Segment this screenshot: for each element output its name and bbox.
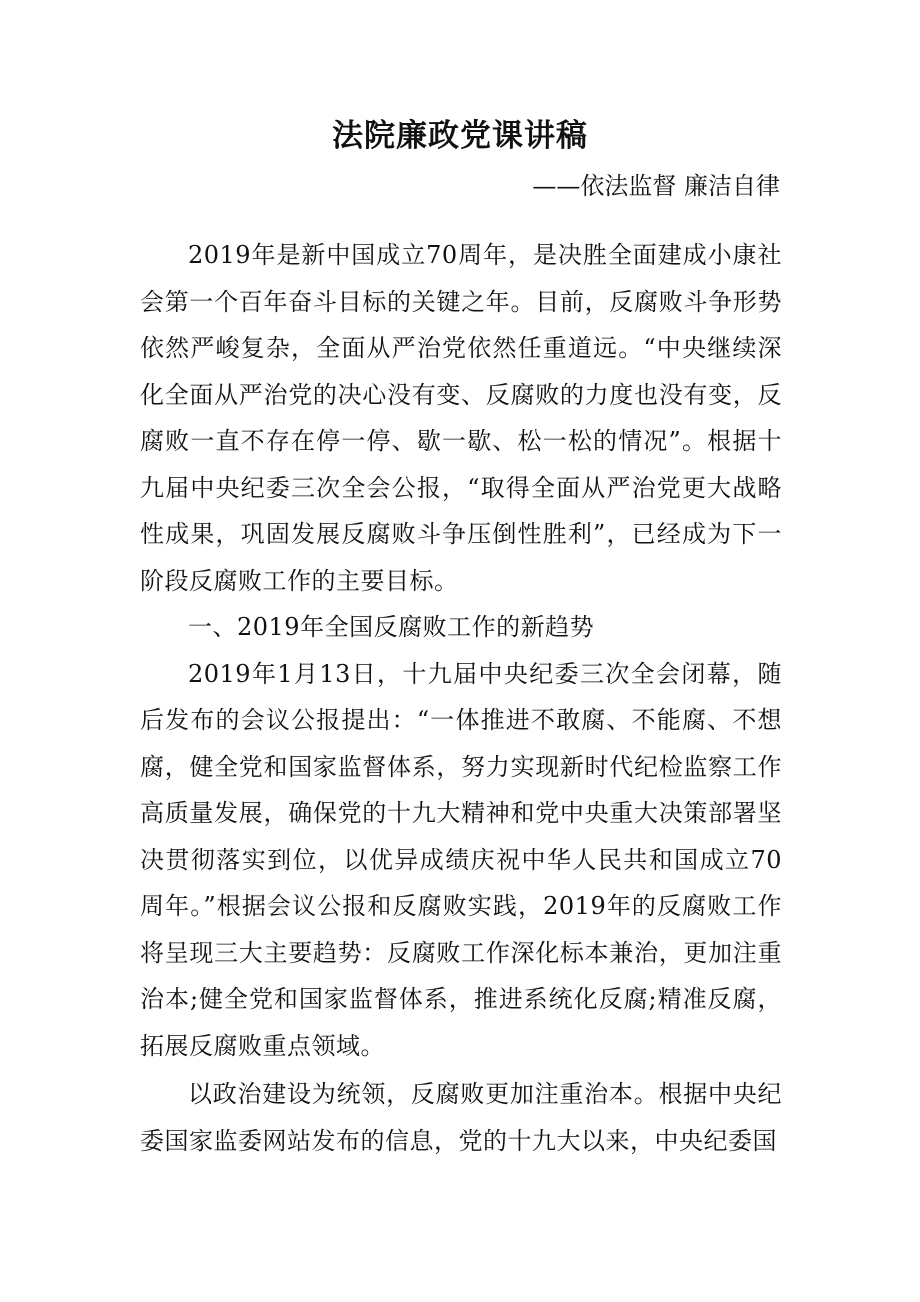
document-title: 法院廉政党课讲稿 <box>332 118 588 154</box>
paragraph-trends: 2019年1月13日，十九届中央纪委三次全会闭幕，随后发布的会议公报提出：“一体推进不敢腐、不能腐、不想腐，健全党和国家监督体系，努力实现新时代纪检监察工作高质量发展，确保党的十九大精神和党中央重大决策部署坚决贯彻落实到位，以优异成绩庆祝中华人民共和国成立70周年。”根据会议公报和反腐败实践，2019年的反腐败工作将呈现三大主要趋势：反腐败工作深化标本兼治，更加注重治本;健全党和国家监督体系，推进系统化反腐;精准反腐，拓展反腐败重点领域。 <box>140 659 782 1060</box>
document-body <box>140 232 782 1164</box>
document-subtitle: ——依法监督 廉洁自律 <box>532 172 780 200</box>
section-heading: 一、2019年全国反腐败工作的新趋势 <box>188 613 595 641</box>
paragraph-intro: 2019年是新中国成立70周年，是决胜全面建成小康社会第一个百年奋斗目标的关键之年。目前，反腐败斗争形势依然严峻复杂，全面从严治党依然任重道远。“中央继续深化全面从严治党的决心没有变、反腐败的力度也没有变，反腐败一直不存在停一停、歇一歇、松一松的情况”。根据十九届中央纪委三次全会公报，“取得全面从严治党更大战略性成果，巩固发展反腐败斗争压倒性胜利”，已经成为下一阶段反腐败工作的主要目标。 <box>140 241 782 595</box>
paragraph-political-building: 以政治建设为统领，反腐败更加注重治本。根据中央纪委国家监委网站发布的信息，党的十九大以来，中央纪委国 <box>140 1080 782 1155</box>
